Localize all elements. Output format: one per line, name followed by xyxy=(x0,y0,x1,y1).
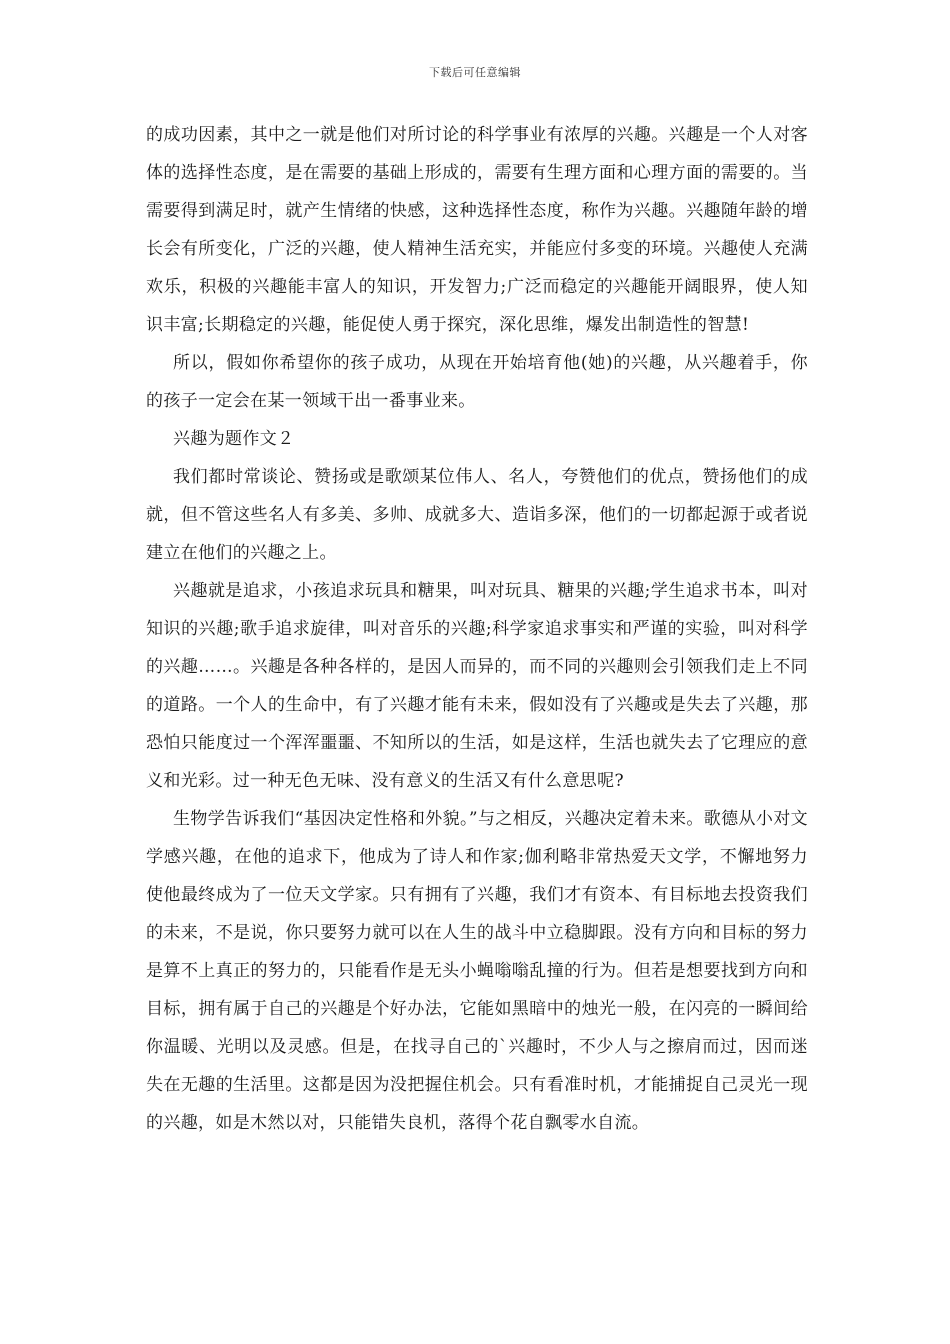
section-heading: 兴趣为题作文２ xyxy=(173,429,295,449)
paragraph-3: 我们都时常谈论、赞扬或是歌颂某位伟人、名人，夸赞他们的优点，赞扬他们的成就，但不管这些名人有多美、多帅、成就多大、造诣多深，他们的一切都起源于或者说建立在他们的兴趣之上。 xyxy=(146,467,808,563)
page-header: 下载后可任意编辑 xyxy=(429,66,521,79)
paragraph-4: 兴趣就是追求，小孩追求玩具和糖果，叫对玩具、糖果的兴趣;学生追求书本，叫对知识的兴趣;歌手追求旋律，叫对音乐的兴趣;科学家追求事实和严谨的实验，叫对科学的兴趣……。兴趣是各种各样的，是因人而异的，而不同的兴趣则会引领我们走上不同的道路。一个人的生命中，有了兴趣才能有未来，假如没有了兴趣或是失去了兴趣，那恐怕只能度过一个浑浑噩噩、不知所以的生活，如是这样，生活也就失去了它理应的意义和光彩。过一种无色无味、没有意义的生活又有什么意思呢? xyxy=(146,581,808,791)
paragraph-1: 的成功因素，其中之一就是他们对所讨论的科学事业有浓厚的兴趣。兴趣是一个人对客体的选择性态度，是在需要的基础上形成的，需要有生理方面和心理方面的需要的。当需要得到满足时，就产生情绪的快感，这种选择性态度，称作为兴趣。兴趣随年龄的增长会有所变化，广泛的兴趣，使人精神生活充实，并能应付多变的环境。兴趣使人充满欢乐，积极的兴趣能丰富人的知识，开发智力;广泛而稳定的兴趣能开阔眼界，使人知识丰富;长期稳定的兴趣，能促使人勇于探究，深化思维，爆发出制造性的智慧! xyxy=(146,125,808,335)
document-body xyxy=(146,116,808,1142)
paragraph-2: 所以，假如你希望你的孩子成功，从现在开始培育他(她)的兴趣，从兴趣着手，你的孩子一定会在某一领域干出一番事业来。 xyxy=(146,353,808,411)
paragraph-5: 生物学告诉我们“基因决定性格和外貌。”与之相反，兴趣决定着未来。歌德从小对文学感兴趣，在他的追求下，他成为了诗人和作家;伽利略非常热爱天文学，不懈地努力使他最终成为了一位天文学家。只有拥有了兴趣，我们才有资本、有目标地去投资我们的未来，不是说，你只要努力就可以在人生的战斗中立稳脚跟。没有方向和目标的努力是算不上真正的努力的，只能看作是无头小蝇嗡嗡乱撞的行为。但若是想要找到方向和目标，拥有属于自己的兴趣是个好办法，它能如黑暗中的烛光一般，在闪亮的一瞬间给你温暖、光明以及灵感。但是，在找寻自己的`兴趣时，不少人与之擦肩而过，因而迷失在无趣的生活里。这都是因为没把握住机会。只有看准时机，才能捕捉自己灵光一现的兴趣，如是木然以对，只能错失良机，落得个花自飘零水自流。 xyxy=(146,809,808,1133)
